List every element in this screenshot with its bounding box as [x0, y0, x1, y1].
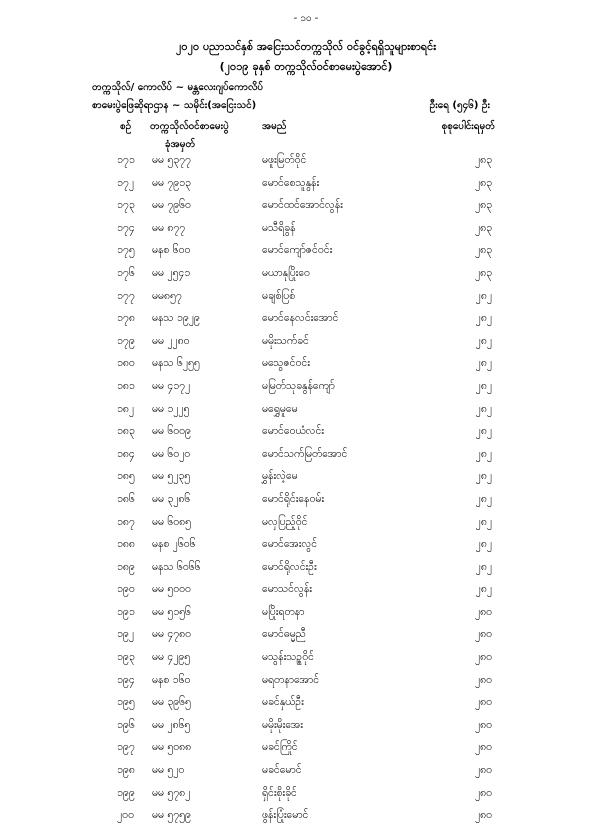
total-score: ၂၈၃	[474, 154, 492, 166]
total-score: ၂၈၀	[474, 741, 492, 754]
roll-number: မမ ၂၈၆၅	[152, 718, 191, 731]
table-row	[0, 421, 612, 444]
roll-number: မမ ၆၀၂၀	[152, 447, 191, 460]
document-title: ၂၀၂၀ ပညာသင်နှစ် အငြေးသင်တက္ကသိုလ် ဝင်ခွင့်ရရှိသူများစာရင်း	[176, 40, 436, 53]
row-number: ၁၇၉	[117, 334, 135, 347]
row-number: ၂၀၀	[117, 809, 134, 822]
roll-number: မမ ၆၀၀၉	[152, 425, 191, 438]
student-name: မွှန်းလဲ့မေ	[262, 470, 298, 483]
roll-number: မနစ ၁၆၀	[152, 673, 191, 686]
roll-number: မမ ၂၂၈၀	[152, 334, 190, 347]
page-number: - ၁၀ -	[293, 13, 319, 24]
roll-number: မမ ၆၀၈၅	[152, 515, 192, 528]
row-number: ၁၇၁	[117, 154, 135, 166]
table-row	[0, 399, 612, 422]
roll-number: မမ ၄၇၈၀	[152, 628, 192, 641]
row-number: ၁၉၉	[117, 786, 135, 799]
table-row	[0, 376, 612, 399]
row-number: ၁၈၆	[117, 492, 135, 505]
total-score: ၂၈၃	[474, 244, 492, 257]
table-row	[0, 737, 612, 760]
row-number: ၁၈၉	[117, 560, 135, 573]
table-row	[0, 783, 612, 806]
roll-number: မမ ၅၇၅၉	[152, 809, 191, 822]
student-name: မသွန်းသဥ္စဝိုင်	[262, 651, 314, 664]
table-row	[0, 805, 612, 828]
roll-number: မမ ၅၂၀	[152, 764, 185, 777]
table-row	[0, 557, 612, 580]
table-row	[0, 286, 612, 309]
total-score: ၂၈၀	[474, 786, 492, 799]
total-score: ၂၈၂	[475, 492, 492, 505]
roll-number: မမ ၃၂၈၆	[152, 492, 191, 505]
table-row	[0, 624, 612, 647]
roll-number: မနသ ၆၀၆၆	[152, 560, 201, 573]
table-row	[0, 173, 612, 196]
student-name: မောင်အေးလွင်	[262, 538, 318, 551]
total-score: ၂၈၃	[474, 199, 492, 212]
table-row	[0, 240, 612, 263]
row-number: ၁၉၅	[117, 696, 135, 709]
total-score: ၂၈၀	[474, 764, 492, 777]
roll-number: မမ ၅၀၀၀	[152, 583, 191, 596]
total-score: ၂၈၀	[474, 696, 492, 709]
student-name: မပြိုးရတနာ	[262, 605, 305, 618]
table-row	[0, 579, 612, 602]
student-name: မောင်ထင်အောင်လွန်း	[262, 199, 343, 212]
student-name: ရှိင်းစိုးခိုင်	[262, 786, 297, 799]
student-name: မရွှေမူမေ	[262, 402, 298, 415]
table-row	[0, 218, 612, 241]
student-name: မရတနာအောင်	[262, 673, 320, 686]
table-row	[0, 353, 612, 376]
student-name: မသီရိခွန်	[262, 221, 296, 234]
header-roll-no: တက္ကသိုလ်ဝင်စာမေးပွဲ	[150, 121, 229, 132]
student-name: မမိုးမိုးအေး	[262, 718, 303, 731]
table-row	[0, 534, 612, 557]
student-name: မခင်မောင်	[262, 764, 302, 777]
total-score: ၂၈၂	[475, 583, 492, 596]
roll-number: မမ ၈၇၇	[152, 221, 186, 234]
student-name: ဖွန်းပြုံးမောင်	[262, 809, 309, 822]
row-number: ၁၇၆	[117, 266, 135, 279]
student-name: မမြတ်သုခနွန်ကျော်	[262, 379, 335, 392]
row-number: ၁၇၇	[117, 289, 135, 302]
total-score: ၂၈၂	[475, 357, 492, 370]
results-table	[0, 150, 612, 828]
roll-number: မနစ ၂၆၀၆	[152, 538, 196, 551]
total-score: ၂၈၃	[474, 266, 492, 279]
table-row	[0, 692, 612, 715]
student-name: မခင်နှယ်ဦး	[262, 696, 304, 709]
roll-number: မမ ၅၃၇၇	[152, 154, 191, 166]
student-name: မမိုးသက်ခင်	[262, 334, 309, 347]
total-score: ၂၈၀	[474, 718, 492, 731]
table-row	[0, 715, 612, 738]
row-number: ၁၈၀	[117, 357, 135, 370]
roll-number: မမ ၅၂၃၅	[152, 470, 191, 483]
total-score: ၂၈၀	[474, 628, 492, 641]
total-score: ၂၈၀	[474, 605, 492, 618]
student-name: မောင်ရိုလင်းဦး	[262, 560, 317, 573]
row-number: ၁၇၄	[117, 221, 135, 234]
table-row	[0, 466, 612, 489]
total-score: ၂၈၂	[475, 334, 492, 347]
student-name: မောင်ဝေယံလင်း	[262, 425, 324, 438]
student-name: မယာနုပြိုးဝေ	[262, 266, 310, 279]
roll-number: မနသ ၆၂၅၅	[152, 357, 200, 370]
total-score: ၂၈၀	[474, 673, 492, 686]
total-score: ၂၈၂	[475, 425, 492, 438]
row-number: ၁၈၃	[117, 425, 135, 438]
row-number: ၁၉၄	[117, 673, 135, 686]
row-number: ၁၉၇	[117, 741, 135, 754]
table-row	[0, 308, 612, 331]
student-name: မခင်ကြိုင်	[262, 741, 298, 754]
total-score: ၂၈၂	[475, 402, 492, 415]
exam-center-line: စာမေးပွဲဖြေဆိုရာဌာန ~ သမိုင်း(အငြေးသင်)	[92, 100, 257, 111]
roll-number: မမ ၁၂၂၅	[152, 402, 190, 415]
student-name: မောင်နေလင်းအောင်	[262, 312, 339, 325]
roll-number: မမ ၇၉၁၃	[152, 176, 191, 189]
roll-number: မမ ၂၅၄၁	[152, 266, 191, 279]
student-name: မောင်စေသူနွန်း	[262, 176, 320, 189]
roll-number: မမ ၅၀၈၈	[152, 741, 192, 754]
roll-number: မမ ၄၂၉၅	[152, 651, 191, 664]
student-name: မောင်ကျော်ဇင်ဝင်း	[262, 244, 333, 257]
roll-number: မနသ ၁၉၂၉	[152, 312, 200, 325]
total-score: ၂၈၂	[475, 379, 492, 392]
table-row	[0, 670, 612, 693]
total-score: ၂၈၂	[475, 538, 492, 551]
total-score: ၂၈၂	[475, 289, 492, 302]
table-row	[0, 150, 612, 173]
row-number: ၁၉၁	[117, 605, 135, 618]
row-number: ၁၉၂	[117, 628, 134, 641]
roll-number: မမ၈၅၇	[152, 289, 182, 302]
total-count: ဦးရေ (၅၄၆) ဦး	[429, 100, 490, 111]
roll-number: မမ ၃၉၆၅	[152, 696, 191, 709]
row-number: ၁၈၂	[117, 402, 135, 415]
row-number: ၁၇၂	[117, 176, 134, 189]
row-number: ၁၇၈	[117, 312, 135, 325]
total-score: ၂၈၂	[475, 560, 492, 573]
table-row	[0, 489, 612, 512]
roll-number: မမ ၅၁၅၆	[152, 605, 191, 618]
table-row	[0, 263, 612, 286]
row-number: ၁၈၇	[117, 515, 135, 528]
row-number: ၁၉၃	[117, 651, 135, 664]
table-row	[0, 760, 612, 783]
total-score: ၂၈၂	[475, 515, 492, 528]
header-no: စဉ်	[120, 121, 132, 132]
row-number: ၁၈၅	[117, 470, 135, 483]
total-score: ၂၈၀	[474, 809, 492, 822]
roll-number: မမ ၅၇၈၂	[152, 786, 191, 799]
roll-number: မမ ၄၁၇၂	[152, 379, 191, 392]
student-name: မောသင်လွန်း	[262, 583, 312, 596]
document-subtitle: (၂၀၁၉ ခုနှစ် တက္ကသိုလ်ဝင်စာမေးပွဲအောင်)	[219, 60, 393, 73]
row-number: ၁၇၃	[117, 199, 135, 212]
roll-number: မမ ၇၉၆၀	[152, 199, 191, 212]
total-score: ၂၈၀	[474, 651, 492, 664]
header-total: စုစုပေါင်းရမှတ်	[441, 121, 495, 132]
row-number: ၁၉၈	[117, 764, 135, 777]
table-row	[0, 195, 612, 218]
university-line: တက္ကသိုလ်/ ကောလိပ် ~ မန္တလေးဂျပ်ကောလိပ်	[92, 82, 264, 93]
header-roll-no-2: ခုံအမှတ်	[165, 139, 196, 150]
total-score: ၂၈၃	[474, 221, 492, 234]
header-name: အမည်	[262, 121, 287, 132]
row-number: ၁၈၁	[117, 379, 135, 392]
roll-number: မနစ ၆၀၀	[152, 244, 191, 257]
total-score: ၂၈၃	[474, 176, 492, 189]
table-row	[0, 602, 612, 625]
table-row	[0, 647, 612, 670]
student-name: မောင်ရိုင်းနေဝမ်း	[262, 492, 325, 505]
table-row	[0, 512, 612, 535]
row-number: ၁၈၈	[117, 538, 135, 551]
student-name: မဖူးမြတ်ဝိုင်	[262, 154, 307, 166]
table-row	[0, 444, 612, 467]
total-score: ၂၈၂	[475, 447, 492, 460]
student-name: မလှပြည့်ဝိုင်	[262, 515, 308, 528]
student-name: မောင်သက်မြတ်အောင်	[262, 447, 348, 460]
table-row	[0, 331, 612, 354]
total-score: ၂၈၂	[475, 312, 492, 325]
student-name: မချစ်ပြစ်	[262, 289, 296, 302]
student-name: မောင်ဓမ္မညီ	[262, 628, 306, 641]
student-name: မသွေဇင်ဝင်း	[262, 357, 310, 370]
row-number: ၁၉၆	[117, 718, 135, 731]
row-number: ၁၉၀	[117, 583, 135, 596]
row-number: ၁၇၅	[117, 244, 135, 257]
row-number: ၁၈၄	[117, 447, 135, 460]
total-score: ၂၈၂	[475, 470, 492, 483]
